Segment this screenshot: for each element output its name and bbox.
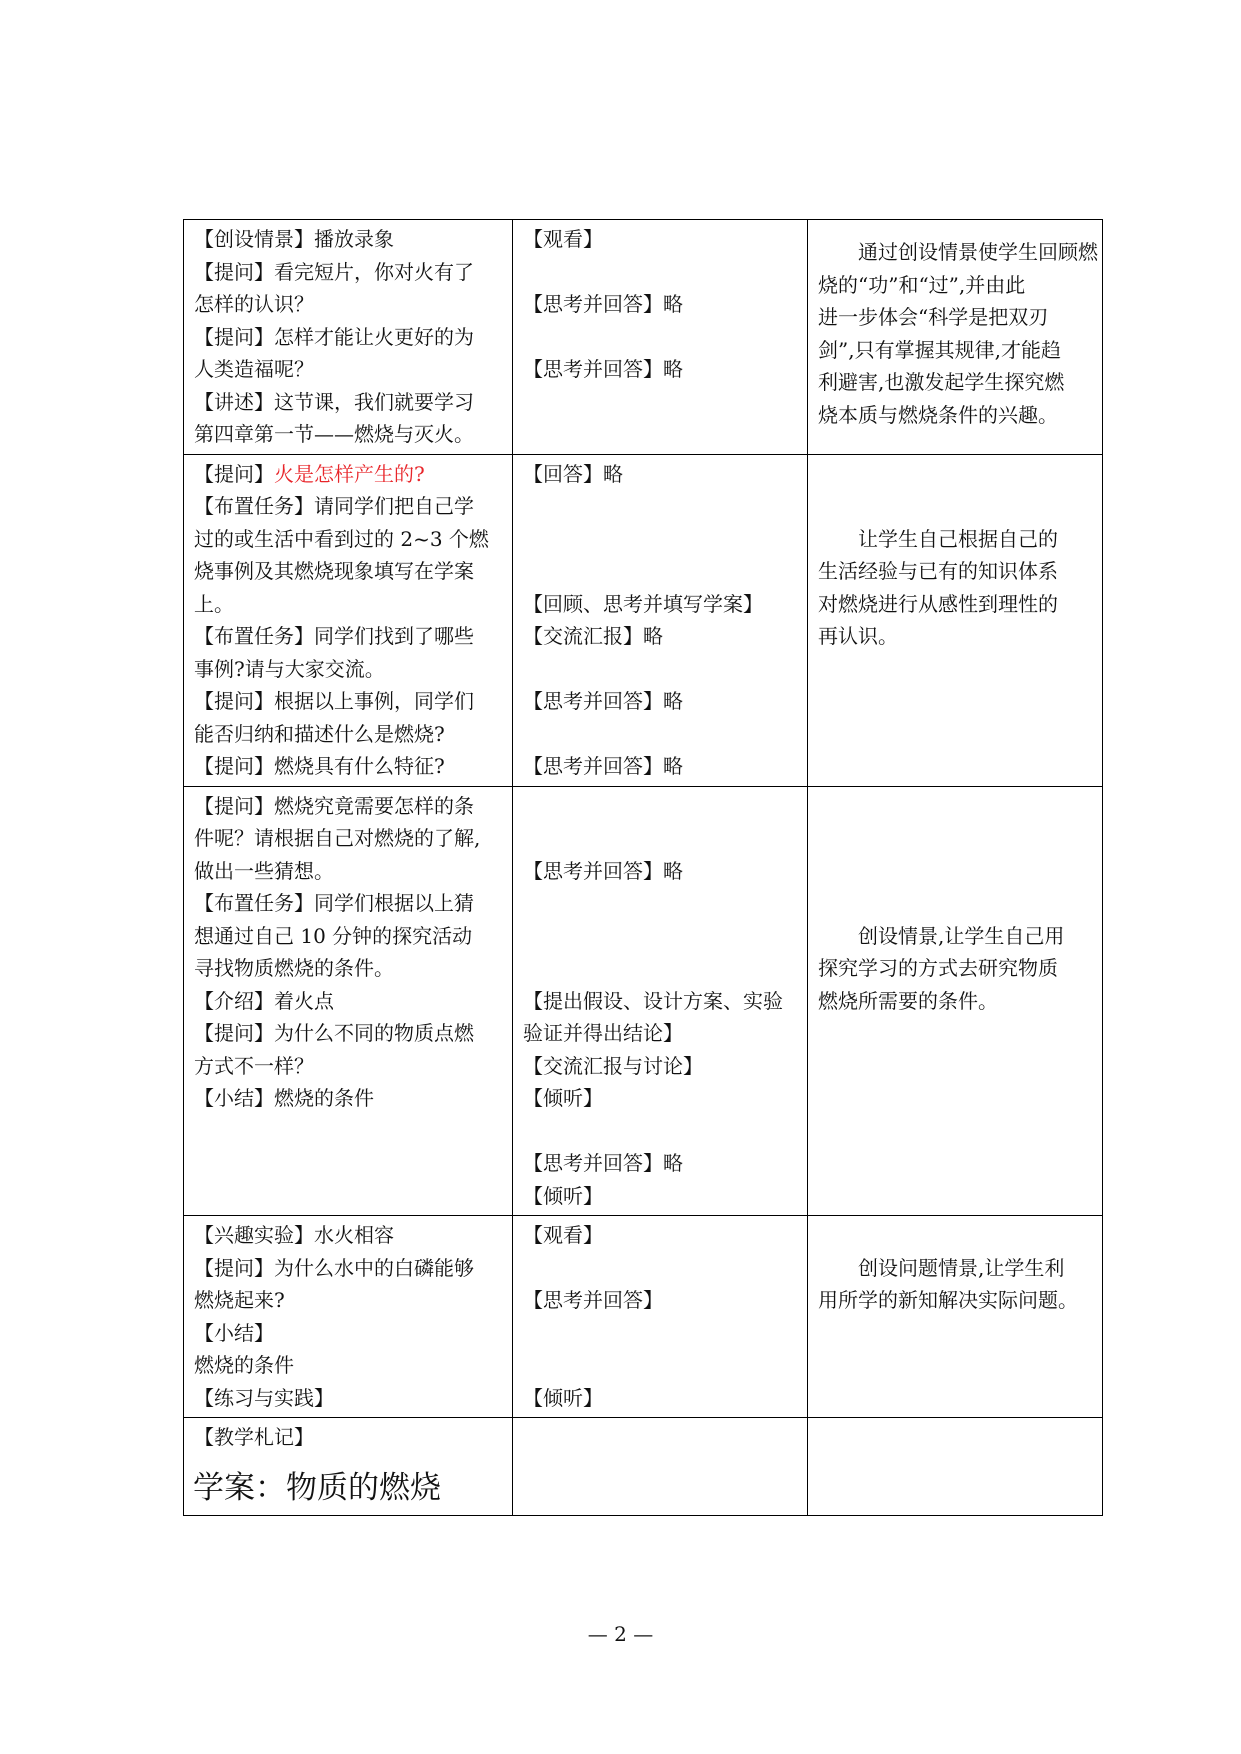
student-activity-cell — [513, 454, 808, 786]
teacher-line: 【提问】为什么不同的物质点燃 — [194, 1021, 474, 1045]
student-activity-cell — [513, 1216, 808, 1418]
teacher-line: 第四章第一节——燃烧与灭火。 — [194, 422, 474, 446]
design-intent-cell — [808, 1418, 1103, 1516]
teacher-line: 烧事例及其燃烧现象填写在学案 — [194, 559, 474, 583]
table-row — [184, 786, 1103, 1216]
intent-line: 创设问题情景,让学生利 — [858, 1255, 1065, 1280]
design-intent-cell — [808, 1216, 1103, 1418]
intent-line: 进一步体会“科学是把双刃 — [818, 305, 1049, 329]
intent-line: 剑”,只有掌握其规律,才能趋 — [818, 337, 1061, 362]
student-line: 【回答】略 — [523, 461, 623, 486]
intent-line: 烧的“功”和“过”,并由此 — [818, 272, 1026, 297]
teacher-activity-cell — [184, 1216, 513, 1418]
student-line: 【倾听】 — [523, 1385, 603, 1410]
student-line: 验证并得出结论】 — [523, 1021, 683, 1045]
teacher-line: 【布置任务】同学们找到了哪些 — [194, 624, 474, 648]
teacher-line: 【创设情景】播放录象 — [194, 227, 394, 251]
teacher-line: 【布置任务】请同学们把自己学 — [194, 494, 474, 518]
student-line: 【思考并回答】略 — [523, 292, 683, 316]
intent-line: 探究学习的方式去研究物质 — [818, 956, 1058, 980]
student-activity-cell — [513, 786, 808, 1216]
intent-line: 让学生自己根据自己的 — [858, 526, 1058, 551]
teacher-activity-cell — [184, 454, 513, 786]
table-row — [184, 1216, 1103, 1418]
design-intent-cell — [808, 786, 1103, 1216]
student-activity-cell — [513, 1418, 808, 1516]
teacher-line: 【讲述】这节课，我们就要学习 — [194, 389, 474, 414]
student-line: 【倾听】 — [523, 1183, 603, 1208]
student-line: 【思考并回答】 — [523, 1288, 663, 1312]
teacher-line: 做出一些猜想。 — [194, 858, 334, 883]
teacher-line: 【提问】燃烧究竟需要怎样的条 — [194, 793, 474, 818]
intent-line: 利避害,也激发起学生探究燃 — [818, 370, 1065, 394]
student-line: 【回顾、思考并填写学案】 — [523, 591, 763, 616]
table-row — [184, 220, 1103, 455]
teacher-line: 寻找物质燃烧的条件。 — [194, 956, 394, 980]
teacher-line: 【练习与实践】 — [194, 1385, 334, 1410]
intent-line: 再认识。 — [818, 624, 898, 648]
section-title: 学案：物质的燃烧 — [193, 1470, 441, 1506]
student-line: 【倾听】 — [523, 1086, 603, 1110]
student-line: 【交流汇报】略 — [523, 624, 663, 648]
question-label: 【提问】 — [194, 461, 274, 486]
student-line: 【思考并回答】略 — [523, 1151, 683, 1175]
teacher-line: 【小结】燃烧的条件 — [194, 1086, 374, 1110]
teacher-line: 燃烧的条件 — [194, 1353, 294, 1377]
teacher-line: 【提问】为什么水中的白磷能够 — [194, 1255, 474, 1280]
teacher-line: 【提问】看完短片，你对火有了 — [194, 259, 474, 284]
teacher-line: 【布置任务】同学们根据以上猜 — [194, 891, 474, 915]
teacher-line — [194, 458, 502, 491]
student-line: 【观看】 — [523, 1223, 603, 1247]
design-intent-cell — [808, 454, 1103, 786]
teacher-line: 想通过自己 10 分钟的探究活动 — [194, 923, 473, 948]
student-line: 【思考并回答】略 — [523, 858, 683, 883]
student-activity-cell — [513, 220, 808, 455]
teacher-line: 上。 — [194, 591, 234, 616]
teacher-line: 【提问】燃烧具有什么特征? — [194, 754, 445, 778]
teacher-line: 过的或生活中看到过的 2~3 个燃 — [194, 526, 489, 551]
intent-line: 烧本质与燃烧条件的兴趣。 — [818, 402, 1058, 427]
teacher-line: 件呢？请根据自己对燃烧的了解, — [194, 826, 481, 850]
student-line: 【观看】 — [523, 227, 603, 251]
teacher-activity-cell — [184, 220, 513, 455]
student-line: 【提出假设、设计方案、实验 — [523, 988, 783, 1013]
teacher-line: 能否归纳和描述什么是燃烧? — [194, 721, 445, 746]
teacher-line: 事例?请与大家交流。 — [194, 656, 385, 681]
intent-line: 通过创设情景使学生回顾燃 — [858, 240, 1098, 264]
teacher-line: 怎样的认识？ — [194, 292, 314, 316]
teacher-line: 【介绍】着火点 — [194, 988, 334, 1013]
page-number: — 2 — — [587, 1622, 654, 1646]
student-line: 【思考并回答】略 — [523, 357, 683, 381]
teacher-line: 【提问】根据以上事例，同学们 — [194, 689, 474, 713]
teacher-line: 【教学札记】 — [194, 1425, 314, 1449]
student-line: 【思考并回答】略 — [523, 689, 683, 713]
teacher-line: 燃烧起来? — [194, 1288, 285, 1312]
design-intent-cell — [808, 220, 1103, 455]
lesson-plan-table — [183, 219, 1103, 1516]
highlighted-question: 火是怎样产生的? — [274, 461, 425, 486]
intent-line: 生活经验与已有的知识体系 — [818, 559, 1058, 583]
student-line: 【交流汇报与讨论】 — [523, 1053, 703, 1078]
intent-line: 创设情景,让学生自己用 — [858, 923, 1065, 948]
teacher-line: 【兴趣实验】水火相容 — [194, 1223, 394, 1247]
teacher-activity-cell — [184, 786, 513, 1216]
student-line: 【思考并回答】略 — [523, 754, 683, 778]
teacher-line: 【提问】怎样才能让火更好的为 — [194, 324, 474, 349]
intent-line: 用所学的新知解决实际问题。 — [818, 1288, 1078, 1312]
intent-line: 燃烧所需要的条件。 — [818, 988, 998, 1013]
teacher-line: 人类造福呢？ — [194, 357, 314, 381]
teacher-line: 【小结】 — [194, 1320, 274, 1345]
teacher-line: 方式不一样？ — [194, 1053, 314, 1078]
table-row — [184, 454, 1103, 786]
intent-line: 对燃烧进行从感性到理性的 — [818, 591, 1058, 616]
